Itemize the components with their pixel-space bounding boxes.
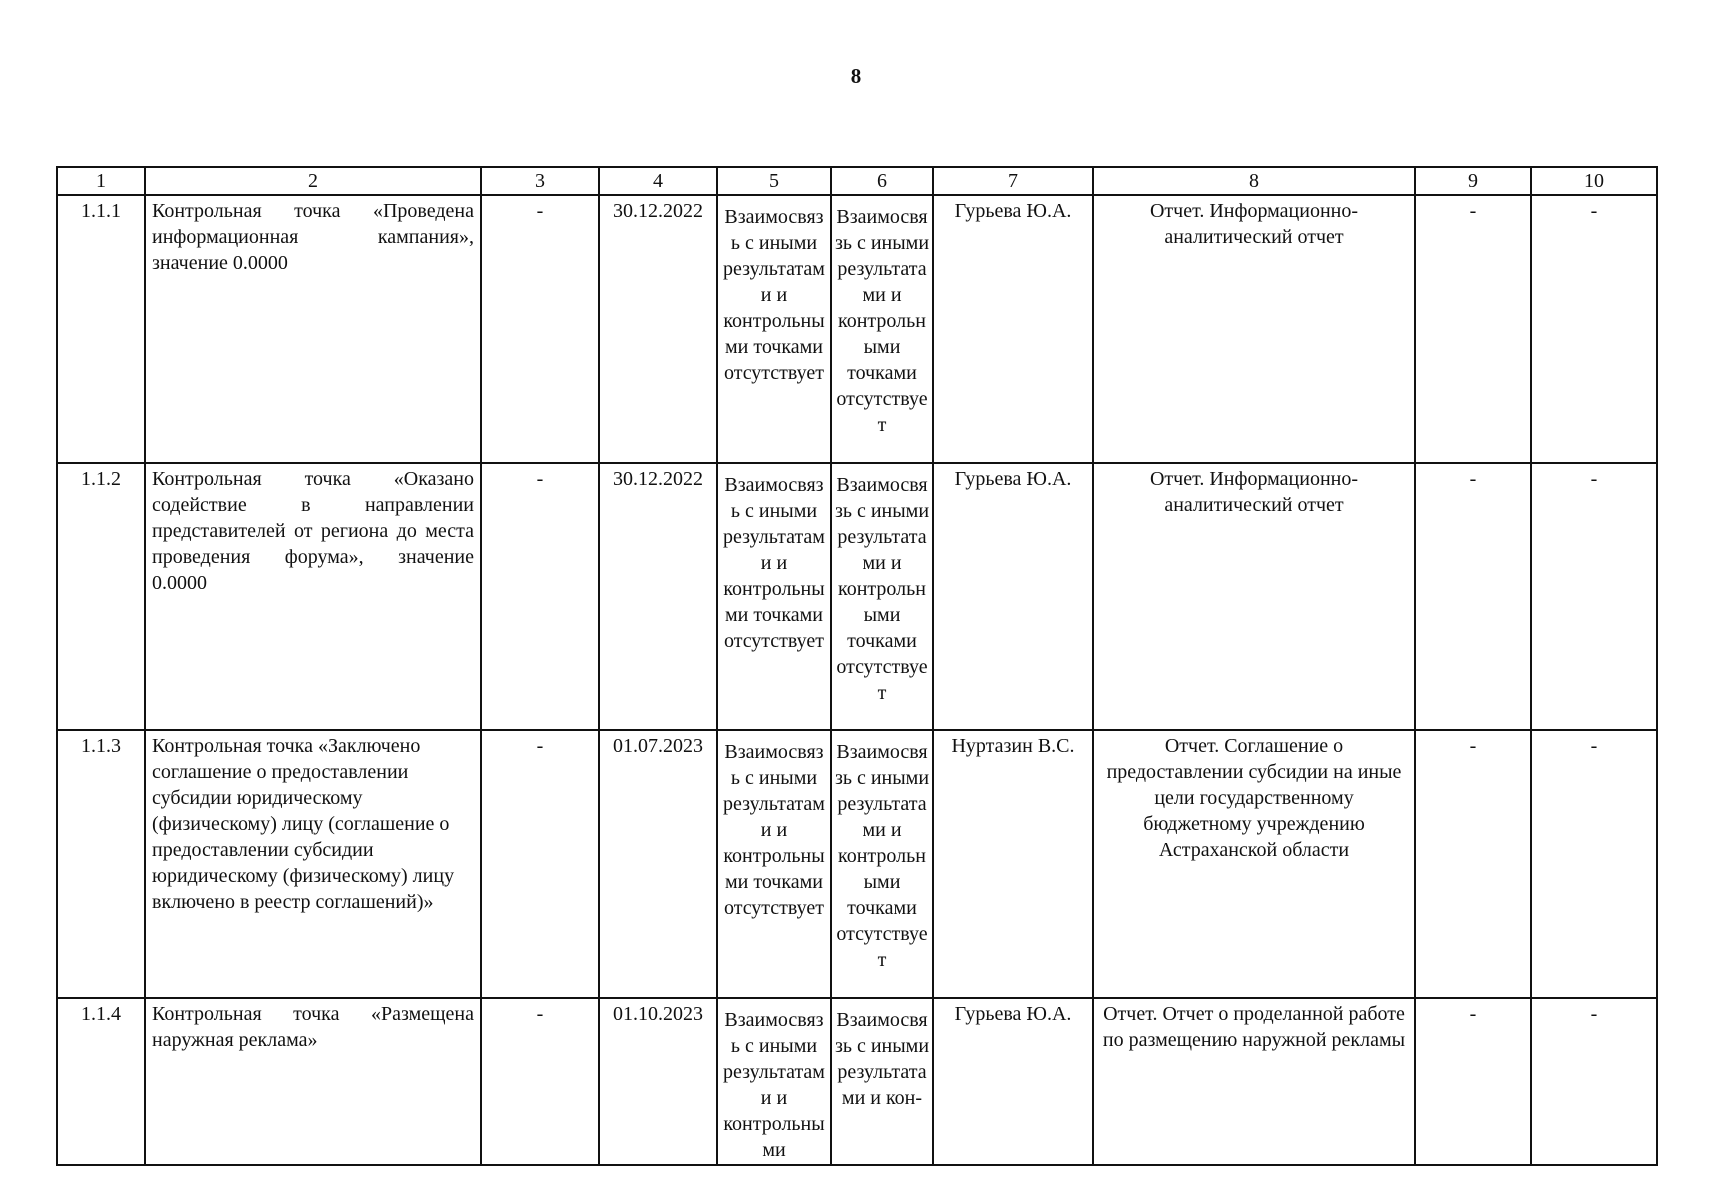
report-type: Отчет. Соглашение о предоставлении субсидии на иные цели государственному бюджетному учреждению Астраханской области [1093, 730, 1415, 998]
cell-col10: - [1531, 195, 1657, 463]
report-type: Отчет. Отчет о проделанной работе по размещению наружной рекламы [1093, 998, 1415, 1165]
page-number: 8 [850, 64, 862, 88]
control-point-name: Контрольная точка «Оказано содействие в направлении представителей от региона до места проведения форума», значение 0.0000 [145, 463, 481, 731]
responsible-person: Нуртазин В.С. [933, 730, 1093, 998]
cell-col9: - [1415, 195, 1531, 463]
table-header-row [57, 167, 1657, 195]
table-row [57, 463, 1657, 731]
cell-col3: - [481, 998, 599, 1165]
relation-col6: Взаимосвязь с иными результатами и контрольными точками отсутствует [831, 463, 933, 731]
report-type: Отчет. Информационно-аналитический отчет [1093, 463, 1415, 731]
column-header-5: 5 [717, 167, 831, 195]
control-point-name: Контрольная точка «Проведена информационная кампания», значение 0.0000 [145, 195, 481, 463]
cell-col9: - [1415, 463, 1531, 731]
column-header-2: 2 [145, 167, 481, 195]
column-header-4: 4 [599, 167, 717, 195]
responsible-person: Гурьева Ю.А. [933, 998, 1093, 1165]
responsible-person: Гурьева Ю.А. [933, 195, 1093, 463]
control-points-table [56, 166, 1658, 1166]
deadline-date: 30.12.2022 [599, 463, 717, 731]
row-number: 1.1.2 [57, 463, 145, 731]
column-header-3: 3 [481, 167, 599, 195]
row-number: 1.1.3 [57, 730, 145, 998]
deadline-date: 01.10.2023 [599, 998, 717, 1165]
table-row [57, 998, 1657, 1165]
control-point-name: Контрольная точка «Заключено соглашение о предоставлении субсидии юридическому (физическому) лицу (соглашение о предоставлении субсидии юридическому (физическому) лицу включено в реестр соглашений)» [145, 730, 481, 998]
responsible-person: Гурьева Ю.А. [933, 463, 1093, 731]
deadline-date: 01.07.2023 [599, 730, 717, 998]
column-header-9: 9 [1415, 167, 1531, 195]
cell-col10: - [1531, 730, 1657, 998]
deadline-date: 30.12.2022 [599, 195, 717, 463]
relation-col5: Взаимосвязь с иными результатами и контрольными точками отсутствует [717, 463, 831, 731]
row-number: 1.1.1 [57, 195, 145, 463]
relation-col5: Взаимосвязь с иными результатами и контрольными [717, 998, 831, 1165]
relation-col6: Взаимосвязь с иными результатами и кон- [831, 998, 933, 1165]
cell-col3: - [481, 463, 599, 731]
row-number: 1.1.4 [57, 998, 145, 1165]
relation-col6: Взаимосвязь с иными результатами и контрольными точками отсутствует [831, 195, 933, 463]
cell-col10: - [1531, 998, 1657, 1165]
cell-col10: - [1531, 463, 1657, 731]
column-header-10: 10 [1531, 167, 1657, 195]
table-row [57, 195, 1657, 463]
table-row [57, 730, 1657, 998]
column-header-8: 8 [1093, 167, 1415, 195]
control-point-name: Контрольная точка «Размещена наружная реклама» [145, 998, 481, 1165]
cell-col9: - [1415, 998, 1531, 1165]
relation-col5: Взаимосвязь с иными результатами и контрольными точками отсутствует [717, 730, 831, 998]
relation-col6: Взаимосвязь с иными результатами и контрольными точками отсутствует [831, 730, 933, 998]
column-header-1: 1 [57, 167, 145, 195]
report-type: Отчет. Информационно-аналитический отчет [1093, 195, 1415, 463]
column-header-7: 7 [933, 167, 1093, 195]
relation-col5: Взаимосвязь с иными результатами и контрольными точками отсутствует [717, 195, 831, 463]
cell-col9: - [1415, 730, 1531, 998]
cell-col3: - [481, 730, 599, 998]
column-header-6: 6 [831, 167, 933, 195]
cell-col3: - [481, 195, 599, 463]
